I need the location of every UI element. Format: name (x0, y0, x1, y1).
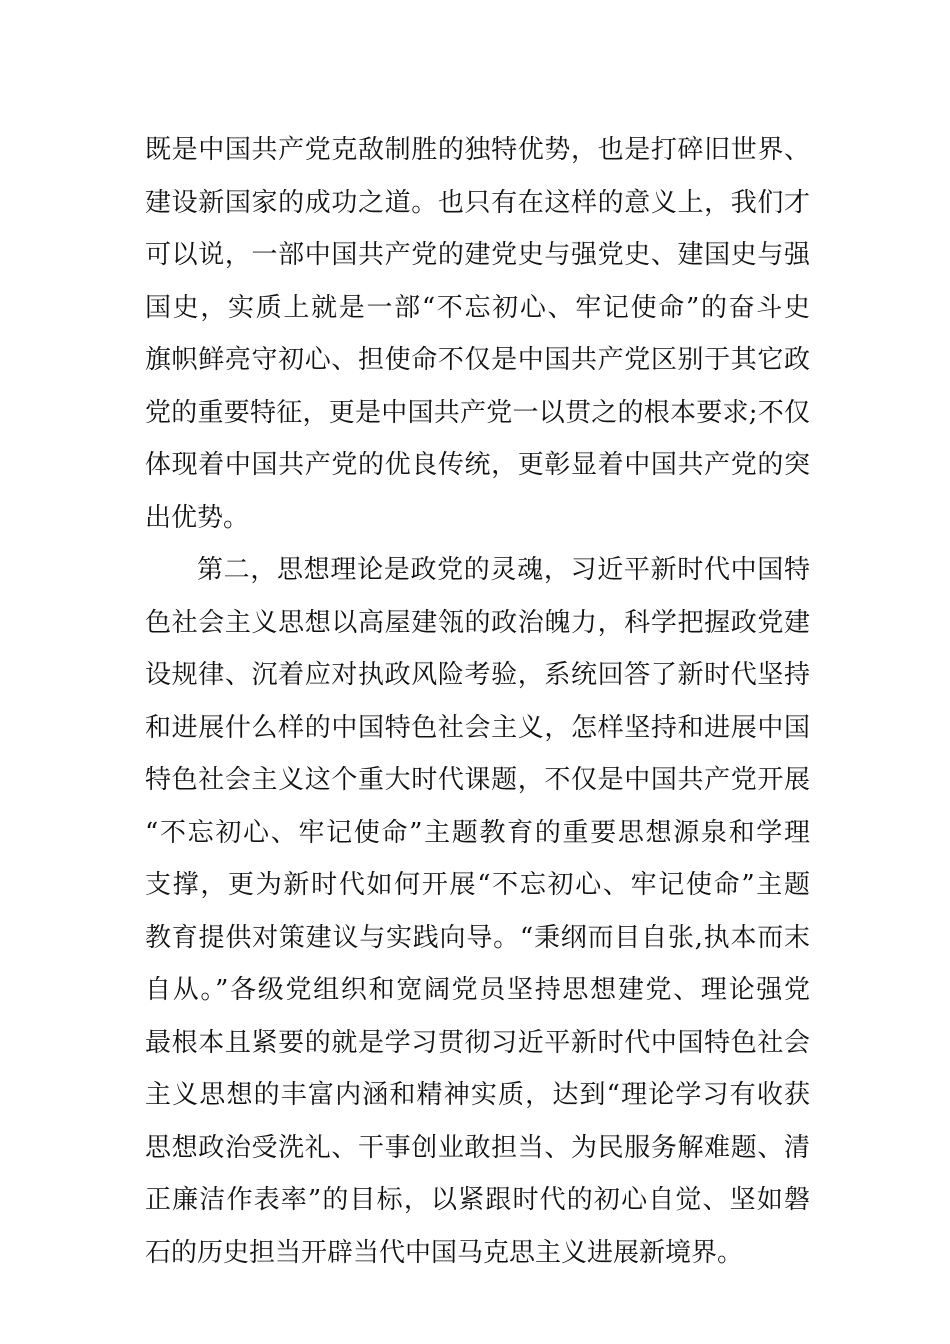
paragraph-2-line: 石的历史担当开辟当代中国马克思主义进展新境界。 (145, 1237, 744, 1268)
paragraph-2-line: “不忘初心、牢记使命”主题教育的重要思想源泉和学理 (145, 817, 810, 848)
paragraph-2-line: 特色社会主义这个重大时代课题，不仅是中国共产党开展 (145, 765, 810, 795)
paragraph-1-line: 党的重要特征，更是中国共产党一以贯之的根本要求;不仅 (145, 397, 810, 428)
paragraph-1-line: 国史，实质上就是一部“不忘初心、牢记使命”的奋斗史 (145, 292, 810, 323)
paragraph-2-line: 教育提供对策建议与实践向导。“秉纲而目自张,执本而末 (145, 922, 810, 953)
paragraph-2-line: 自从。”各级党组织和宽阔党员坚持思想建党、理论强党 (145, 975, 810, 1005)
paragraph-2-line: 第二，思想理论是政党的灵魂，习近平新时代中国特 (197, 555, 810, 585)
paragraph-2-line: 最根本且紧要的就是学习贯彻习近平新时代中国特色社会 (145, 1027, 810, 1058)
paragraph-2-line: 思想政治受洗礼、干事创业敢担当、为民服务解难题、清 (145, 1132, 810, 1163)
paragraph-2-line: 正廉洁作表率”的目标，以紧跟时代的初心自觉、坚如磐 (145, 1185, 810, 1215)
paragraph-1-line: 可以说，一部中国共产党的建党史与强党史、建国史与强 (145, 240, 810, 270)
paragraph-1-line: 体现着中国共产党的优良传统，更彰显着中国共产党的突 (145, 450, 810, 480)
paragraph-2-line: 设规律、沉着应对执政风险考验，系统回答了新时代坚持 (145, 660, 810, 690)
paragraph-2 (145, 544, 810, 1279)
paragraph-1-line: 既是中国共产党克敌制胜的独特优势，也是打碎旧世界、 (145, 135, 810, 165)
paragraph-2-line: 支撑，更为新时代如何开展“不忘初心、牢记使命”主题 (145, 870, 810, 900)
paragraph-2-line: 色社会主义思想以高屋建瓴的政治魄力，科学把握政党建 (145, 607, 810, 638)
paragraph-1 (145, 124, 810, 544)
paragraph-1-line: 旗帜鲜亮守初心、担使命不仅是中国共产党区别于其它政 (145, 345, 810, 375)
paragraph-2-line: 主义思想的丰富内涵和精神实质，达到“理论学习有收获 (145, 1080, 810, 1110)
paragraph-1-line: 建设新国家的成功之道。也只有在这样的意义上，我们才 (145, 187, 810, 218)
paragraph-2-line: 和进展什么样的中国特色社会主义，怎样坚持和进展中国 (145, 712, 810, 743)
paragraph-1-line: 出优势。 (145, 502, 250, 533)
